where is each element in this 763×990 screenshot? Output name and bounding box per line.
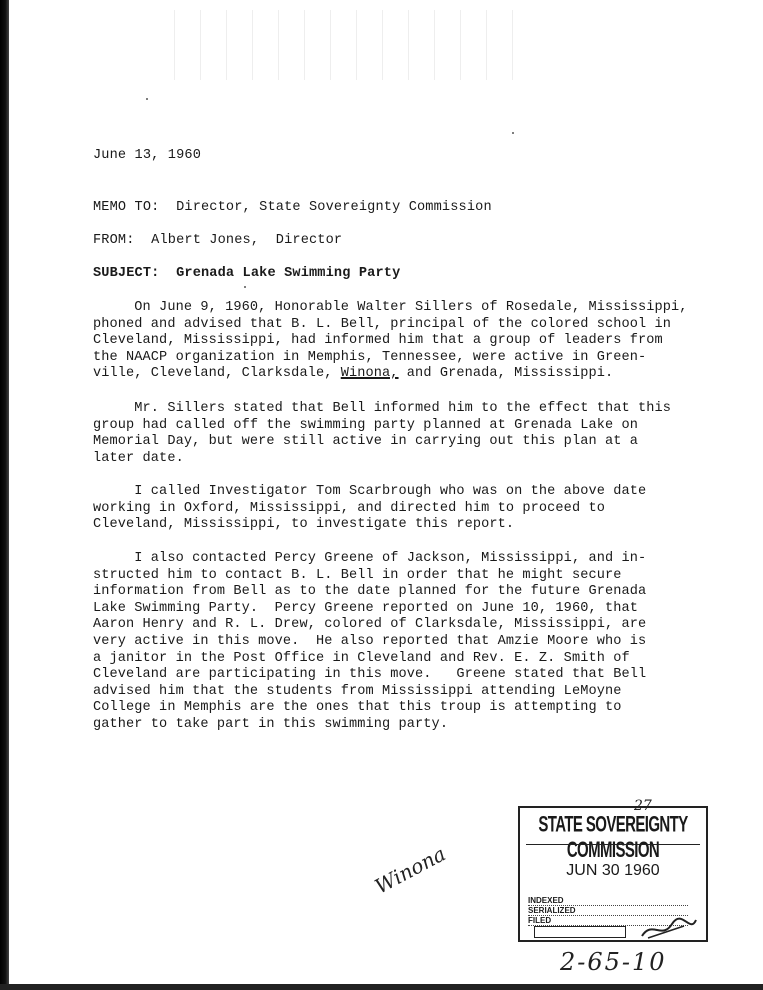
memo-subject-line: SUBJECT: Grenada Lake Swimming Party bbox=[93, 266, 401, 281]
scan-speck bbox=[244, 286, 246, 288]
paragraph-line: gather to take part in this swimming party. bbox=[93, 716, 449, 732]
paragraph-2 bbox=[93, 401, 733, 467]
paragraph-line: phoned and advised that B. L. Bell, principal of the colored school in bbox=[93, 316, 672, 332]
paragraph-line: Memorial Day, but were still active in carrying out this plan at a bbox=[93, 434, 638, 450]
paragraph-line: a janitor in the Post Office in Cleveland and Rev. E. Z. Smith of bbox=[93, 650, 630, 666]
paragraph-line: advised him that the students from Mississippi attending LeMoyne bbox=[93, 683, 622, 699]
line-segment: and Grenada, Mississippi. bbox=[398, 366, 614, 382]
stamp-title: STATE SOVEREIGNTY COMMISSION bbox=[538, 812, 688, 863]
paragraph-line: information from Bell as to the date planned for the future Grenada bbox=[93, 584, 647, 600]
handwritten-annotation: Winona bbox=[370, 841, 450, 899]
paragraph-line: Cleveland, Mississippi, had informed him that a group of leaders from bbox=[93, 333, 663, 349]
scan-bottom-edge bbox=[0, 984, 763, 990]
paragraph-line: the NAACP organization in Memphis, Tennessee, were active in Green- bbox=[93, 349, 647, 365]
memo-to-line: MEMO TO: Director, State Sovereignty Commission bbox=[93, 200, 492, 215]
paragraph-line: Aaron Henry and R. L. Drew, colored of Clarksdale, Mississippi, are bbox=[93, 617, 647, 633]
stamp-divider bbox=[526, 844, 700, 845]
paragraph-line: Lake Swimming Party. Percy Greene reported on June 10, 1960, that bbox=[93, 600, 638, 616]
paragraph-1 bbox=[93, 300, 733, 383]
paragraph-3 bbox=[93, 484, 733, 534]
paragraph-line bbox=[93, 366, 733, 383]
commission-received-stamp bbox=[518, 806, 708, 942]
paragraph-line: Cleveland, Mississippi, to investigate this report. bbox=[93, 517, 515, 533]
handwritten-mark: 27 bbox=[634, 798, 652, 814]
paragraph-line: very active in this move. He also reported that Amzie Moore who is bbox=[93, 633, 647, 649]
memo-from-line: FROM: Albert Jones, Director bbox=[93, 233, 343, 248]
paragraph-line: working in Oxford, Mississippi, and directed him to proceed to bbox=[93, 500, 605, 516]
paragraph-line: College in Memphis are the ones that this troup is attempting to bbox=[93, 700, 622, 716]
paragraph-line: Cleveland are participating in this move. Greene stated that Bell bbox=[93, 667, 647, 683]
underlined-place-name: Winona, bbox=[340, 366, 399, 382]
stamp-indexed-label: INDEXED bbox=[528, 896, 688, 906]
paragraph-line: structed him to contact B. L. Bell in order that he might secure bbox=[93, 567, 622, 583]
stamp-filed-label: FILED bbox=[528, 916, 688, 926]
stamp-serialized-label: SERIALIZED bbox=[528, 906, 688, 916]
scan-speck bbox=[146, 98, 148, 100]
scan-left-edge bbox=[0, 0, 9, 990]
paragraph-line: group had called off the swimming party planned at Grenada Lake on bbox=[93, 417, 638, 433]
paragraph-line: On June 9, 1960, Honorable Walter Sillers of Rosedale, Mississippi, bbox=[93, 300, 688, 315]
memo-date: June 13, 1960 bbox=[93, 148, 201, 163]
stamp-date: JUN 30 1960 bbox=[566, 862, 660, 879]
bleed-through-marks bbox=[160, 10, 520, 80]
paragraph-line: I called Investigator Tom Scarbrough who was on the above date bbox=[93, 484, 647, 499]
handwritten-initials-icon bbox=[638, 916, 700, 942]
handwritten-file-number: 2-65-10 bbox=[560, 948, 667, 976]
scan-speck bbox=[512, 132, 514, 134]
paragraph-line: Mr. Sillers stated that Bell informed him to the effect that this bbox=[93, 401, 672, 416]
paragraph-line: I also contacted Percy Greene of Jackson, Mississippi, and in- bbox=[93, 551, 647, 566]
line-segment: ville, Cleveland, Clarksdale, bbox=[93, 366, 341, 382]
paragraph-line: later date. bbox=[93, 450, 184, 466]
stamp-file-box bbox=[534, 926, 626, 938]
paragraph-4 bbox=[93, 551, 733, 734]
